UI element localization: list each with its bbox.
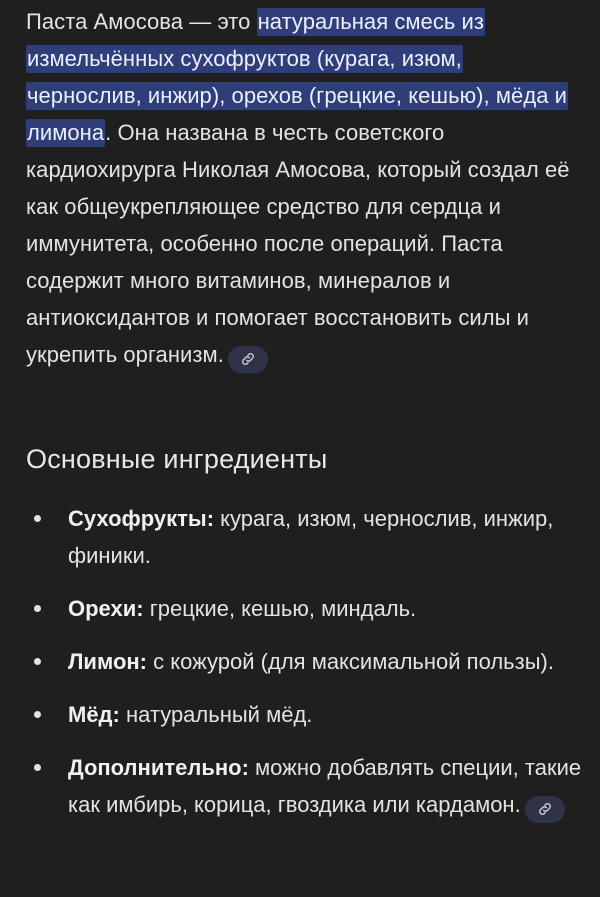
intro-prefix: Паста Амосова — это bbox=[26, 9, 257, 34]
bullet-icon bbox=[34, 658, 41, 665]
link-icon bbox=[240, 351, 256, 367]
list-item bbox=[26, 590, 582, 627]
item-text: натуральный мёд. bbox=[119, 702, 313, 727]
item-text: с кожурой (для максимальной пользы). bbox=[147, 649, 554, 674]
ingredients-list bbox=[26, 500, 582, 839]
list-item bbox=[26, 500, 582, 574]
item-text: грецкие, кешью, миндаль. bbox=[143, 596, 417, 621]
bullet-icon bbox=[34, 764, 41, 771]
list-item bbox=[26, 643, 582, 680]
section-heading: Основные ингредиенты bbox=[26, 444, 328, 474]
response-content bbox=[26, 0, 582, 817]
bullet-icon bbox=[34, 515, 41, 522]
highlighted-text: натуральная смесь из измельчённых сухофруктов (курага, изюм, чернослив, инжир), орехов (грецкие, кешью), мёда и лимона bbox=[27, 9, 567, 145]
list-item bbox=[26, 696, 582, 733]
item-term: Сухофрукты: bbox=[68, 506, 215, 531]
bullet-icon bbox=[34, 711, 41, 718]
list-item bbox=[26, 749, 582, 823]
item-text: курага, изюм, чернослив, инжир, финики. bbox=[68, 506, 554, 568]
source-link-button[interactable] bbox=[228, 346, 268, 373]
item-term: Лимон: bbox=[68, 649, 147, 674]
intro-rest: . Она названа в честь советского кардиохирурга Николая Амосова, который создал её как общеукрепляющее средство для сердца и иммунитета, особенно после операций. Паста содержит много витаминов, минералов и антиоксидантов и помогает восстановить силы и укрепить организм. bbox=[26, 120, 570, 367]
item-term: Мёд: bbox=[68, 702, 120, 727]
item-term: Дополнительно: bbox=[68, 755, 249, 780]
item-term: Орехи: bbox=[68, 596, 144, 621]
intro-paragraph bbox=[26, 0, 582, 373]
item-text: можно добавлять специи, такие как имбирь, корица, гвоздика или кардамон. bbox=[68, 755, 582, 817]
bullet-icon bbox=[34, 605, 41, 612]
link-icon bbox=[537, 801, 553, 817]
source-link-button[interactable] bbox=[525, 796, 565, 823]
